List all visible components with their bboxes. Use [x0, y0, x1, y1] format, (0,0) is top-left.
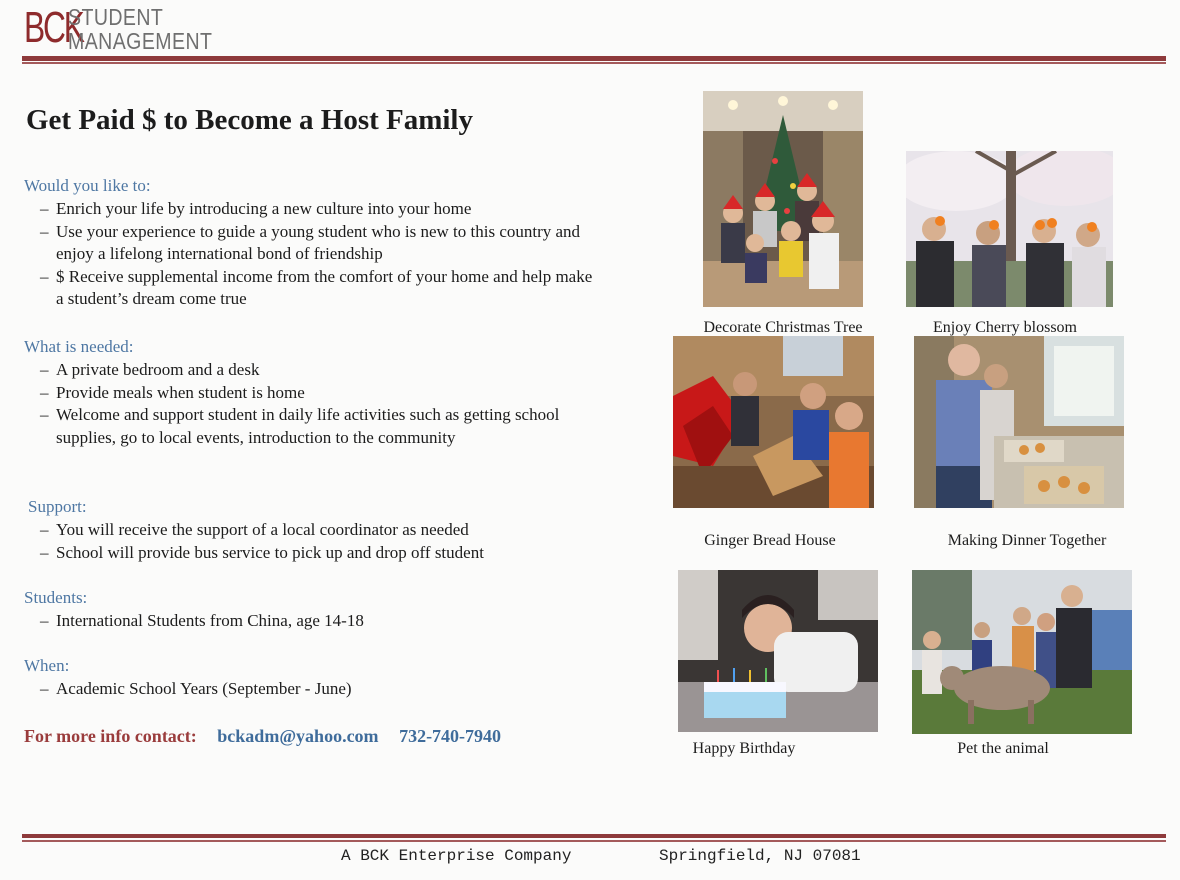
photo-ginger-bread-house — [673, 336, 874, 508]
logo-line-2: MANAGEMENT — [68, 28, 213, 54]
photo-caption: Ginger Bread House — [704, 532, 836, 549]
section-heading: When: — [24, 656, 70, 675]
list-item: – $ Receive supplemental income from the comfort of your home and help make a student’s dream come true — [40, 266, 593, 308]
photo-caption: Enjoy Cherry blossom — [933, 319, 1077, 336]
footer-location: Springfield, NJ 07081 — [659, 847, 861, 865]
list-item: – Welcome and support student in daily life activities such as getting school supplies, go to local events, introduction to the community — [40, 405, 560, 447]
section-heading: Students: — [24, 588, 88, 607]
section-when — [24, 655, 644, 701]
header-rule-thin — [22, 62, 1166, 64]
list-item: – School will provide bus service to pick up and drop off student — [40, 542, 484, 562]
section-heading: What is needed: — [24, 337, 134, 356]
list-item: – International Students from China, age 14-18 — [40, 611, 364, 630]
contact-phone: 732-740-7940 — [399, 726, 502, 746]
photo-cherry-blossom — [906, 151, 1113, 307]
section-what-is-needed — [24, 336, 644, 449]
page-title: Get Paid $ to Become a Host Family — [26, 104, 473, 136]
logo-line-1: STUDENT — [68, 4, 164, 30]
photo-happy-birthday — [678, 570, 878, 732]
section-heading: Support: — [28, 497, 87, 516]
logo-text — [68, 5, 212, 53]
logo-mark: BCK — [24, 3, 83, 52]
list-item: – Academic School Years (September - June) — [40, 679, 352, 698]
section-support — [28, 496, 648, 564]
list-item: – You will receive the support of a local coordinator as needed — [40, 520, 469, 539]
list-item: – A private bedroom and a desk — [40, 360, 260, 379]
list-item: – Provide meals when student is home — [40, 382, 305, 402]
photo-caption: Decorate Christmas Tree — [703, 319, 863, 336]
photo-caption: Making Dinner Together — [947, 532, 1107, 549]
photo-pet-animal — [912, 570, 1132, 734]
section-heading: Would you like to: — [24, 176, 151, 195]
footer-rule — [22, 834, 1166, 838]
header-rule — [22, 56, 1166, 61]
list-item: – Enrich your life by introducing a new culture into your home — [40, 199, 472, 218]
contact-line — [24, 724, 501, 748]
photo-caption: Pet the animal — [957, 740, 1049, 757]
contact-email-link[interactable]: bckadm@yahoo.com — [217, 726, 379, 746]
footer-rule-thin — [22, 840, 1166, 842]
section-would-you-like — [24, 175, 644, 311]
photo-christmas-tree — [703, 91, 863, 307]
footer-company: A BCK Enterprise Company — [341, 847, 572, 865]
section-students — [24, 587, 644, 633]
list-item: – Use your experience to guide a young student who is new to this country and enjoy a lifelong international bond of friendship — [40, 221, 581, 263]
photo-caption: Happy Birthday — [692, 740, 796, 757]
photo-making-dinner — [914, 336, 1124, 508]
contact-label: For more info contact: — [24, 726, 197, 746]
